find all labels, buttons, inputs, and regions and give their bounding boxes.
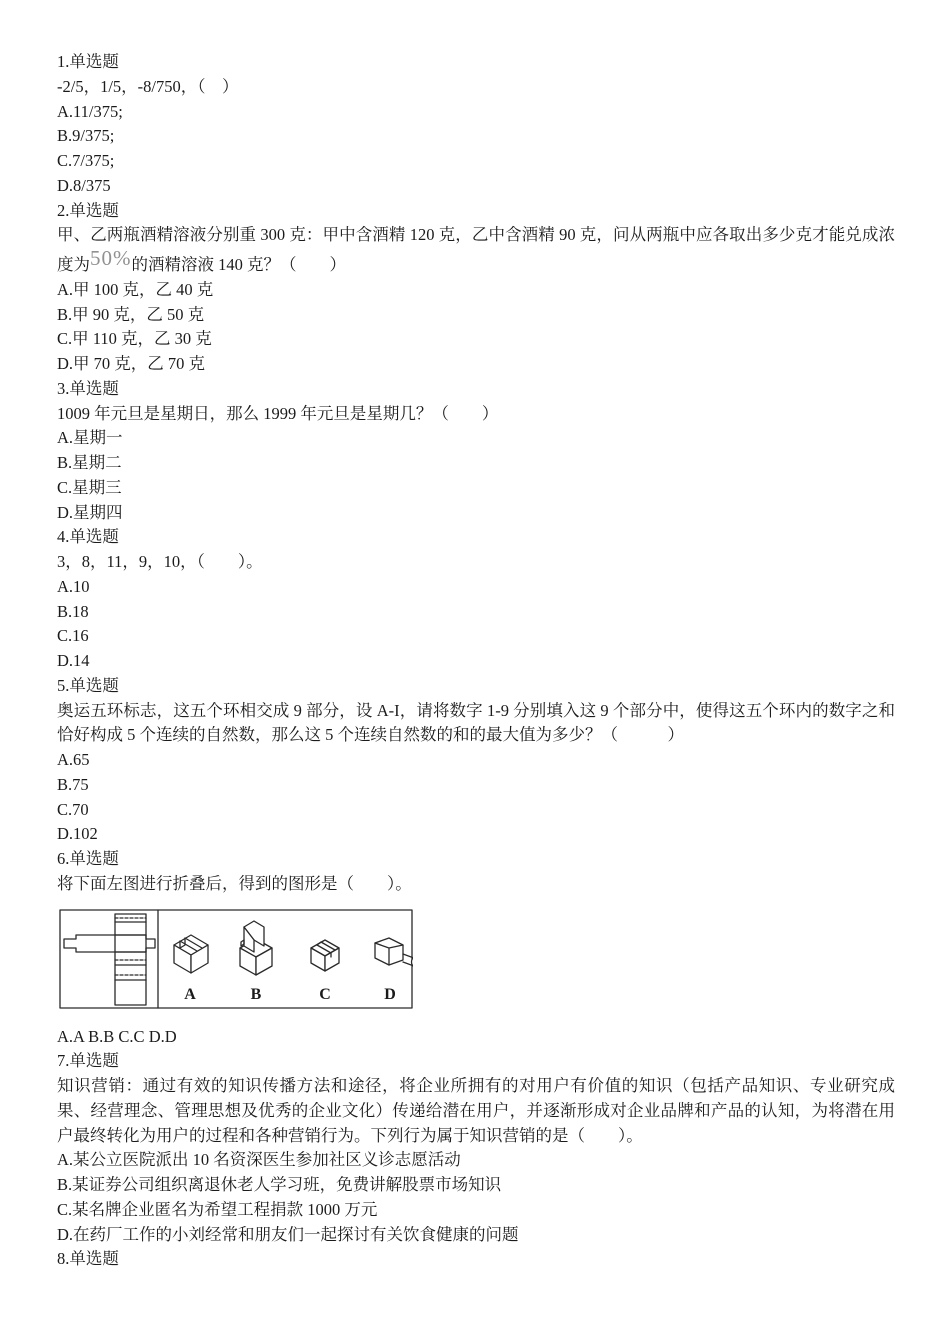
question-7-option-d: D.在药厂工作的小刘经常和朋友们一起探讨有关饮食健康的问题 [57,1224,519,1244]
figure-label-b: B [250,985,262,1003]
question-5-option-b: B.75 [57,774,89,794]
question-3 [57,377,895,526]
question-6-label: 6.单选题 [57,849,119,868]
question-1-label: 1.单选题 [57,52,119,71]
question-6-options-line: A.A B.B C.C D.D [57,1026,177,1046]
question-8 [57,1247,895,1272]
question-2-stem-before: 甲、乙两瓶酒精溶液分别重 300 克：甲中含酒精 120 克，乙中含酒精 90 克，问从两瓶中应各取出多少克才能兑成浓度为 [57,225,895,274]
question-2-label: 2.单选题 [57,200,119,220]
question-2-stem-after: 的酒精溶液 140 克？（ ） [131,255,346,274]
fold-net-figure [59,909,413,1009]
shape-a-drawing [174,935,208,973]
question-7-label: 7.单选题 [57,1051,119,1071]
question-3-option-c: C.星期三 [57,477,122,497]
question-2-stem [57,223,895,278]
question-7-stem: 知识营销：通过有效的知识传播方法和途径，将企业所拥有的对用户有价值的知识（包括产品知识、专业研究成果、经营理念、管理思想及优秀的企业文化）传递给潜在用户，并逐渐形成对企业品牌和产品的认知，为将潜在用户最终转化为用户的过程和各种营销行为。下列行为属于知识营销的是（ ）。 [57,1076,895,1145]
question-5-option-c: C.70 [57,799,89,819]
shape-b-drawing [240,921,272,975]
question-4-option-b: B.18 [57,601,89,621]
question-4-option-a: A.10 [57,576,90,596]
question-1-option-d: D.8/375 [57,175,111,195]
question-6-stem: 将下面左图进行折叠后，得到的图形是（ ）。 [57,873,412,893]
question-3-stem: 1009 年元旦是星期日，那么 1999 年元旦是星期几？（ ） [57,403,499,423]
question-7 [57,1049,895,1247]
question-2-option-b: B.甲 90 克，乙 50 克 [57,304,205,324]
question-5-stem: 奥运五环标志，这五个环相交成 9 部分，设 A-I，请将数字 1-9 分别填入这 9 个部分中，使得这五个环内的数字之和恰好构成 5 个连续的自然数，那么这 5 个连续自然数的和的最大值为多少？（ ） [57,700,895,745]
figure-label-c: C [319,985,331,1003]
shape-c-drawing [311,940,339,971]
question-2 [57,199,895,377]
question-2-option-a: A.甲 100 克，乙 40 克 [57,279,214,299]
question-7-option-b: B.某证券公司组织离退休老人学习班，免费讲解股票市场知识 [57,1175,502,1194]
question-2-option-c: C.甲 110 克，乙 30 克 [57,329,212,349]
question-7-option-a: A.某公立医院派出 10 名资深医生参加社区义诊志愿活动 [57,1150,461,1170]
question-1-option-a: A.11/375; [57,101,123,121]
question-5 [57,674,895,847]
unfolded-net-drawing [64,914,155,1005]
question-1-option-c: C.7/375; [57,151,115,170]
question-8-label: 8.单选题 [57,1249,119,1269]
question-4-option-c: C.16 [57,626,89,646]
question-4 [57,525,895,674]
question-6-figure [59,909,895,1009]
question-3-label: 3.单选题 [57,378,119,398]
question-2-option-d: D.甲 70 克，乙 70 克 [57,354,206,373]
question-5-option-a: A.65 [57,750,90,769]
question-6 [57,847,895,1049]
figure-label-a: A [184,985,196,1003]
formula-50-percent: 50% [90,246,132,270]
figure-label-d: D [384,985,396,1003]
question-1 [57,50,895,199]
question-1-stem: -2/5，1/5，-8/750，（ ） [57,76,239,96]
question-1-option-b: B.9/375; [57,126,115,146]
question-3-option-d: D.星期四 [57,502,123,522]
question-4-label: 4.单选题 [57,527,119,547]
question-7-option-c: C.某名牌企业匿名为希望工程捐款 1000 万元 [57,1199,378,1219]
question-4-stem: 3，8，11，9，10，（ ）。 [57,552,263,571]
question-3-option-b: B.星期二 [57,453,122,472]
question-4-option-d: D.14 [57,651,90,670]
question-3-option-a: A.星期一 [57,428,123,448]
question-5-option-d: D.102 [57,824,98,844]
figure-border [60,910,412,1008]
question-5-label: 5.单选题 [57,675,119,695]
shape-d-drawing [375,938,413,967]
